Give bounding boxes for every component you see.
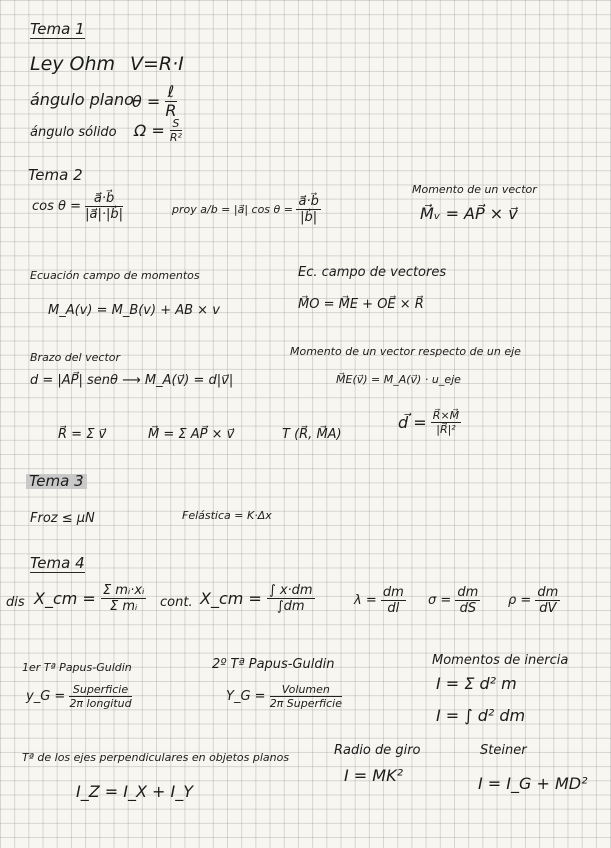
tema4-title: Tema 4 [30, 554, 85, 572]
cont-formula [200, 584, 315, 613]
angulo-solido-num: S [170, 118, 182, 131]
angulo-solido-den: R² [169, 131, 182, 144]
sigma-den: dS [459, 601, 477, 616]
rho-num: dm [537, 585, 559, 600]
lambda-den: dl [387, 601, 400, 616]
rho-formula [508, 586, 560, 615]
ec-campo-momentos-formula: M_A(v) = M_B(v) + AB × v [48, 303, 220, 318]
ejes-label: Tª de los ejes perpendiculares en objetos planos [22, 751, 290, 764]
tema1-title: Tema 1 [30, 20, 85, 38]
lambda-lhs: λ = [354, 593, 377, 608]
angulo-plano-label: ángulo plano [30, 90, 134, 109]
ec-campo-vectores-formula: M⃗O = M⃗E + OE⃗ × R⃗ [298, 297, 424, 312]
angulo-plano-den: R [165, 101, 177, 120]
cont-num: ∫ x·dm [268, 583, 313, 598]
cos-den: |a⃗|·|b⃗| [85, 207, 124, 222]
cont-label: cont. [160, 595, 193, 610]
inercia-discrete: I = Σ d² m [436, 674, 517, 693]
radio-giro-label: Radio de giro [334, 743, 421, 758]
angulo-solido-lhs: Ω = [134, 120, 165, 140]
dis-den: Σ mᵢ [110, 599, 138, 614]
cos-lhs: cos θ = [32, 199, 81, 214]
resultante-formula: R⃗ = Σ v⃗ [58, 427, 107, 442]
inercia-continuous: I = ∫ d² dm [436, 706, 526, 725]
dis-label: dis [6, 595, 25, 610]
inercia-label: Momentos de inercia [432, 653, 569, 668]
papus1-label: 1er Tª Papus-Guldin [22, 661, 132, 674]
ley-ohm-label: Ley Ohm [30, 53, 116, 75]
momento-vector-label: Momento de un vector [412, 183, 537, 196]
steiner-label: Steiner [480, 743, 527, 758]
d-num: R⃗×M⃗ [432, 409, 460, 422]
rho-den: dV [539, 601, 557, 616]
sigma-formula [428, 586, 480, 615]
cont-den: ∫dm [276, 599, 305, 614]
momento-eje-label: Momento de un vector respecto de un eje [290, 345, 521, 358]
rho-lhs: ρ = [508, 593, 532, 608]
momento-eje-formula: M⃗E(v⃗) = M_A(v⃗) · u_eje [336, 373, 461, 386]
angulo-solido-formula [134, 118, 182, 143]
sigma-lhs: σ = [428, 593, 452, 608]
ejes-formula: I_Z = I_X + I_Y [76, 782, 194, 801]
dis-num: Σ mᵢ·xᵢ [102, 583, 145, 598]
cos-num: a⃗·b⃗ [85, 192, 123, 207]
papus1-den: 2π longitud [69, 697, 132, 710]
d-formula [398, 410, 461, 435]
proy-den: |b⃗| [300, 210, 318, 225]
papus2-label: 2º Tª Papus-Guldin [212, 657, 335, 672]
radio-giro-formula: I = MK² [344, 766, 404, 785]
sigma-num: dm [457, 585, 479, 600]
d-den: |R⃗|² [436, 423, 456, 436]
proy-formula [172, 195, 321, 224]
lambda-formula [354, 586, 406, 615]
torsor-formula: T (R⃗, M⃗A) [282, 427, 342, 442]
ley-ohm-formula: V=R·I [130, 53, 184, 75]
papus1-num: Superficie [69, 684, 131, 697]
momento-resultante-formula: M⃗ = Σ AP⃗ × v⃗ [148, 427, 235, 442]
angulo-plano-lhs: θ = [132, 91, 161, 111]
lambda-num: dm [382, 585, 404, 600]
papus2-lhs: Y_G = [226, 689, 266, 704]
froz-formula: Froz ≤ μN [30, 511, 95, 526]
momento-vector-formula: M⃗ᵥ = AP⃗ × v⃗ [420, 204, 518, 223]
cont-lhs: X_cm = [200, 588, 262, 608]
felastica-formula: Felástica = K·Δx [182, 509, 272, 522]
cos-formula [32, 192, 123, 221]
papus2-den: 2π Superficie [269, 697, 343, 710]
brazo-formula: d = |AP⃗| senθ ⟶ M_A(v⃗) = d|v⃗| [30, 373, 234, 388]
steiner-formula: I = I_G + MD² [478, 774, 588, 793]
papus2-formula [226, 684, 342, 709]
ec-campo-momentos-label: Ecuación campo de momentos [30, 269, 200, 282]
ec-campo-vectores-label: Ec. campo de vectores [298, 265, 447, 280]
papus2-num: Volumen [270, 684, 342, 697]
d-lhs: d⃗ = [398, 412, 427, 432]
angulo-solido-label: ángulo sólido [30, 125, 117, 140]
dis-formula [34, 584, 146, 613]
papus1-formula [26, 684, 132, 709]
brazo-label: Brazo del vector [30, 351, 121, 364]
angulo-plano-formula [132, 84, 177, 119]
tema3-title: Tema 3 [26, 474, 87, 489]
tema2-title: Tema 2 [28, 166, 83, 184]
proy-lhs: proy a/b = |a⃗| cos θ = [172, 203, 293, 216]
angulo-plano-num: ℓ [165, 84, 176, 102]
papus1-lhs: y_G = [26, 689, 66, 704]
dis-lhs: X_cm = [34, 588, 96, 608]
proy-num: a⃗·b⃗ [298, 194, 319, 209]
